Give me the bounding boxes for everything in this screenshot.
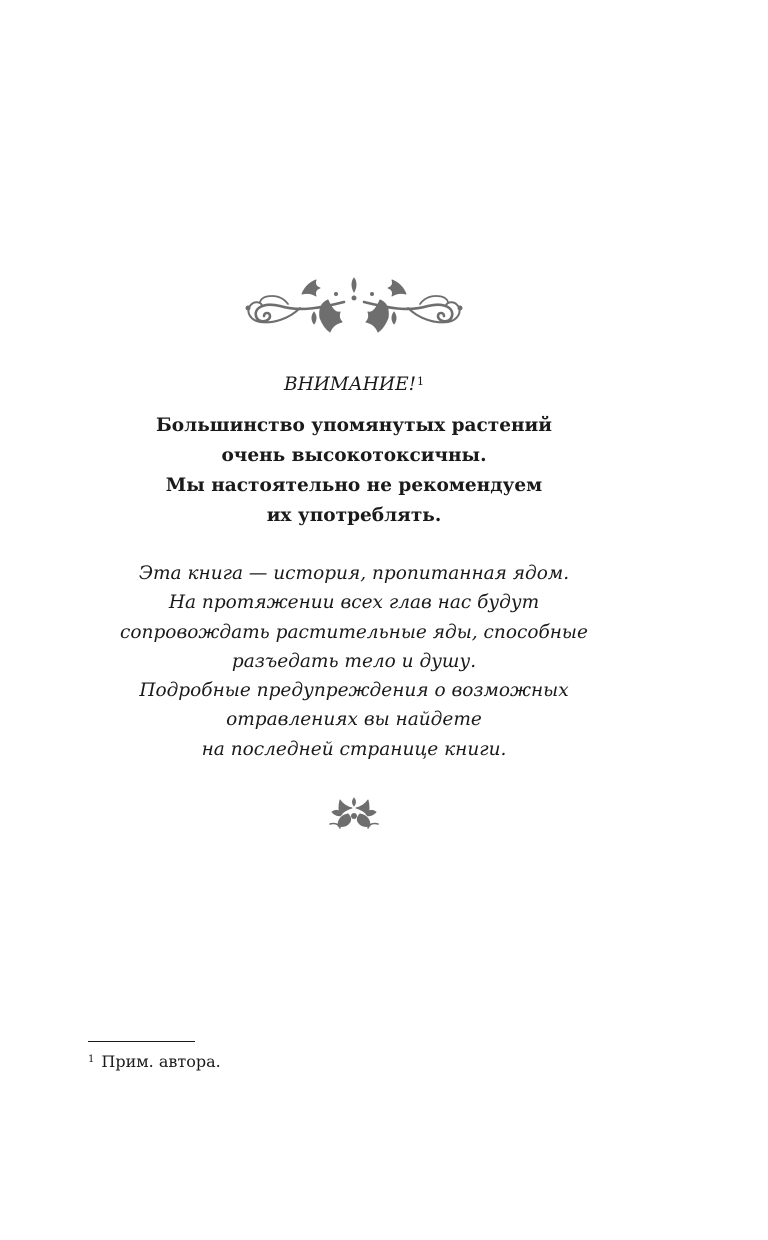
warning-line: Большинство упомянутых растений [156,415,552,436]
warning-line: их употреблять. [266,505,442,526]
warning-heading-text: ВНИМАНИЕ! [283,374,417,395]
description-line: отравлениях вы найдете [226,709,482,731]
description-line: разъедать тело и душу. [231,650,477,672]
description-line: на последней странице книги. [201,738,507,760]
footnote-reference: 1 [417,375,425,388]
description-line: Эта книга — история, пропитанная ядом. [138,563,570,584]
description-line: сопровождать растительные яды, способные [120,621,588,643]
book-description [0,559,708,764]
small-floral-ornament-icon [328,794,380,832]
footnote-mark: 1 [88,1054,95,1065]
warning-heading [0,372,708,398]
warning-line: Мы настоятельно не рекомендуем [165,475,543,496]
toxicity-warning [0,411,708,531]
footnote [88,1051,221,1073]
description-line: На протяжении всех глав нас будут [168,592,540,614]
floral-vine-ornament-icon [240,272,468,334]
description-line: Подробные предупреждения о возможных [139,680,569,702]
footnote-text: Прим. автора. [101,1052,221,1071]
warning-line: очень высокотоксичны. [221,445,487,466]
footnote-divider [88,1041,195,1042]
